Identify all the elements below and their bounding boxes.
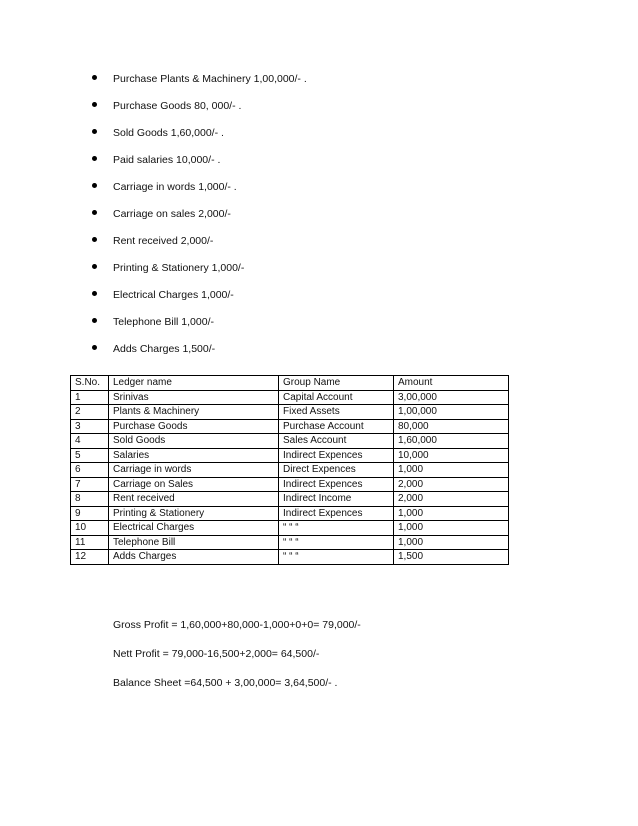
cell-ledger-name: Telephone Bill — [109, 535, 279, 550]
cell-sno: 4 — [71, 434, 109, 449]
list-item-text: Purchase Goods 80, 000/- . — [113, 100, 242, 112]
cell-group-name: Indirect Expences — [279, 477, 394, 492]
table-row — [71, 506, 509, 521]
cell-amount: 3,00,000 — [394, 390, 509, 405]
list-item-text: Rent received 2,000/- — [113, 235, 214, 247]
cell-sno: 1 — [71, 390, 109, 405]
cell-sno: 8 — [71, 492, 109, 507]
cell-amount: 1,500 — [394, 550, 509, 565]
table-row — [71, 463, 509, 478]
cell-group-name: Direct Expences — [279, 463, 394, 478]
bullet-icon — [92, 345, 97, 350]
bullet-icon — [92, 156, 97, 161]
table-row — [71, 419, 509, 434]
bullet-icon — [92, 237, 97, 242]
table-row — [71, 434, 509, 449]
cell-amount: 1,60,000 — [394, 434, 509, 449]
cell-amount: 1,000 — [394, 506, 509, 521]
cell-ledger-name: Carriage on Sales — [109, 477, 279, 492]
cell-amount: 2,000 — [394, 492, 509, 507]
profit-summary — [113, 618, 361, 705]
list-item-text: Electrical Charges 1,000/- — [113, 289, 234, 301]
cell-ledger-name: Salaries — [109, 448, 279, 463]
cell-group-name: Sales Account — [279, 434, 394, 449]
cell-ledger-name: Printing & Stationery — [109, 506, 279, 521]
bullet-icon — [92, 264, 97, 269]
cell-group-name: Purchase Account — [279, 419, 394, 434]
cell-group-name: Indirect Income — [279, 492, 394, 507]
cell-sno: 9 — [71, 506, 109, 521]
cell-sno: 3 — [71, 419, 109, 434]
cell-ledger-name: Srinivas — [109, 390, 279, 405]
cell-sno: 2 — [71, 405, 109, 420]
cell-ledger-name: Purchase Goods — [109, 419, 279, 434]
cell-group-name: “ “ “ — [279, 550, 394, 565]
gross-profit-line: Gross Profit = 1,60,000+80,000-1,000+0+0= 79,000/- — [113, 619, 361, 631]
cell-sno: 7 — [71, 477, 109, 492]
bullet-icon — [92, 102, 97, 107]
table-row — [71, 535, 509, 550]
cell-sno: 12 — [71, 550, 109, 565]
header-group-name: Group Name — [279, 376, 394, 391]
table-row — [71, 390, 509, 405]
table-row — [71, 521, 509, 536]
cell-group-name: Capital Account — [279, 390, 394, 405]
cell-amount: 2,000 — [394, 477, 509, 492]
bullet-icon — [92, 129, 97, 134]
cell-ledger-name: Sold Goods — [109, 434, 279, 449]
list-item-text: Paid salaries 10,000/- . — [113, 154, 221, 166]
cell-sno: 6 — [71, 463, 109, 478]
cell-sno: 11 — [71, 535, 109, 550]
list-item-text: Carriage in words 1,000/- . — [113, 181, 237, 193]
bullet-icon — [92, 75, 97, 80]
table-row — [71, 492, 509, 507]
list-item-text: Carriage on sales 2,000/- — [113, 208, 231, 220]
cell-amount: 80,000 — [394, 419, 509, 434]
cell-amount: 1,000 — [394, 521, 509, 536]
bullet-icon — [92, 318, 97, 323]
header-sno: S.No. — [71, 376, 109, 391]
cell-group-name: “ “ “ — [279, 521, 394, 536]
cell-sno: 10 — [71, 521, 109, 536]
header-amount: Amount — [394, 376, 509, 391]
table-row — [71, 477, 509, 492]
cell-ledger-name: Plants & Machinery — [109, 405, 279, 420]
cell-group-name: Indirect Expences — [279, 448, 394, 463]
cell-ledger-name: Electrical Charges — [109, 521, 279, 536]
cell-ledger-name: Adds Charges — [109, 550, 279, 565]
bullet-icon — [92, 183, 97, 188]
cell-amount: 1,000 — [394, 463, 509, 478]
balance-sheet-line: Balance Sheet =64,500 + 3,00,000= 3,64,500/- . — [113, 677, 338, 689]
cell-group-name: “ “ “ — [279, 535, 394, 550]
bullet-icon — [92, 291, 97, 296]
cell-group-name: Indirect Expences — [279, 506, 394, 521]
list-item-text: Adds Charges 1,500/- — [113, 343, 216, 355]
cell-ledger-name: Rent received — [109, 492, 279, 507]
ledger-table — [70, 375, 509, 565]
table-header-row — [71, 376, 509, 391]
nett-profit-line: Nett Profit = 79,000-16,500+2,000= 64,500/- — [113, 648, 320, 660]
cell-ledger-name: Carriage in words — [109, 463, 279, 478]
list-item-text: Purchase Plants & Machinery 1,00,000/- . — [113, 73, 307, 85]
bullet-icon — [92, 210, 97, 215]
header-ledger-name: Ledger name — [109, 376, 279, 391]
table-row — [71, 448, 509, 463]
table-row — [71, 405, 509, 420]
cell-group-name: Fixed Assets — [279, 405, 394, 420]
cell-amount: 10,000 — [394, 448, 509, 463]
cell-amount: 1,000 — [394, 535, 509, 550]
list-item-text: Printing & Stationery 1,000/- — [113, 262, 245, 274]
list-item-text: Sold Goods 1,60,000/- . — [113, 127, 224, 139]
table-row — [71, 550, 509, 565]
cell-amount: 1,00,000 — [394, 405, 509, 420]
list-item-text: Telephone Bill 1,000/- — [113, 316, 214, 328]
cell-sno: 5 — [71, 448, 109, 463]
